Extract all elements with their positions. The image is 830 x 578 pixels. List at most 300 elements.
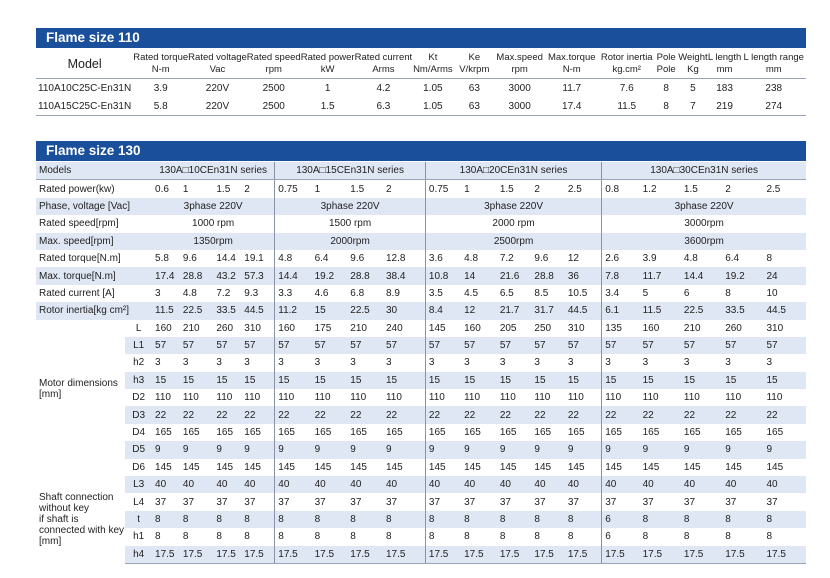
- spec-value: 44.5: [241, 302, 275, 319]
- spec-value: 37: [216, 496, 228, 508]
- spec-value: 8: [383, 511, 425, 528]
- column-header-unit: kg.cm²: [612, 64, 641, 75]
- spec-value: 63: [454, 97, 496, 116]
- spec-value: 145: [425, 459, 461, 476]
- spec-value: 19.2: [312, 267, 348, 284]
- spec-value: 8: [725, 531, 731, 543]
- column-header: [599, 50, 654, 79]
- spec-value: 4.8: [683, 253, 698, 265]
- spec-value: 37: [275, 493, 312, 510]
- spec-value: 9: [681, 441, 722, 458]
- spec-value: 8.4: [425, 302, 461, 319]
- spec-value: 17.5: [383, 546, 425, 564]
- spec-value: 110: [567, 392, 584, 404]
- spec-value: 37: [602, 493, 640, 510]
- spec-value: 11.5: [640, 302, 681, 319]
- spec-value: 15: [461, 372, 497, 389]
- spec-value: 11.5: [152, 302, 180, 319]
- spec-value: 9: [722, 441, 763, 458]
- spec-value: 3: [642, 357, 649, 369]
- spec-value: 3.6: [425, 250, 461, 267]
- column-header-name: Pole: [656, 52, 676, 63]
- spec-value: 5: [642, 287, 649, 299]
- spec-value: 22: [722, 406, 763, 423]
- spec-value: 22: [681, 406, 722, 423]
- spec-value: 1.5: [216, 183, 231, 195]
- spec-value: 1.5: [350, 183, 365, 195]
- column-header: [654, 50, 678, 79]
- spec-value: 14.4: [216, 253, 236, 265]
- series-name: 130A□10CEn31N series: [152, 162, 275, 180]
- spec-value: 22: [312, 406, 348, 423]
- motor-dimensions-label: Motor dimensions [mm]: [36, 320, 125, 459]
- spec-value: 8.5: [534, 287, 549, 299]
- spec-value: 165: [350, 427, 367, 439]
- spec-value: 40: [602, 476, 640, 493]
- column-header-name: Weight: [678, 52, 708, 63]
- spec-value: 15: [152, 372, 180, 389]
- spec-value: 3.9: [642, 253, 657, 265]
- spec-value: 57: [722, 337, 763, 354]
- spec-value: 210: [683, 322, 701, 334]
- spec-value: 22: [152, 406, 180, 423]
- spec-value: 57: [763, 337, 806, 354]
- column-header-unit: rpm: [265, 64, 282, 75]
- spec-value: 15: [180, 372, 213, 389]
- spec-value: 12: [567, 253, 579, 265]
- spec-value: 37: [425, 493, 461, 510]
- spec-value: 7: [678, 97, 707, 116]
- spec-value: 5.8: [133, 97, 188, 116]
- spec-value: 44.5: [565, 302, 602, 319]
- spec-row: [36, 250, 806, 267]
- spec-value: 57: [241, 337, 275, 354]
- spec-value: 310: [766, 322, 784, 334]
- column-header-unit: N-m: [151, 64, 170, 75]
- spec-value: 160: [155, 322, 172, 334]
- spec-value: 3phase 220V: [425, 198, 601, 215]
- spec-value: 3: [567, 357, 574, 369]
- spec-value: 57: [565, 337, 602, 354]
- spec-value: 8: [350, 531, 356, 543]
- spec-value: 110: [464, 392, 481, 404]
- model-name: 110A15C25C-En31N: [36, 97, 133, 116]
- spec-value: 9: [152, 441, 180, 458]
- spec-value: 165: [425, 424, 461, 441]
- spec-value: 40: [213, 476, 241, 493]
- spec-value: 8: [347, 511, 383, 528]
- spec-value: 22: [602, 406, 640, 423]
- dimension-row: [36, 424, 806, 441]
- spec-value: 110: [725, 392, 742, 404]
- column-header: [188, 50, 247, 79]
- spec-value: 22: [213, 406, 241, 423]
- spec-value: 145: [464, 461, 481, 473]
- spec-value: 183: [708, 79, 742, 98]
- spec-value: 110: [499, 392, 516, 404]
- spec-value: 17.5: [312, 546, 348, 564]
- column-header-name: Rated power: [300, 52, 355, 63]
- spec-value: 8: [314, 531, 321, 543]
- spec-value: 210: [182, 322, 200, 334]
- spec-value: 3.4: [602, 285, 640, 302]
- spec-value: 165: [244, 427, 261, 439]
- dimension-code: t: [125, 511, 152, 528]
- spec-value: 145: [499, 461, 517, 473]
- spec-value: 3: [683, 357, 690, 369]
- spec-value: 160: [464, 322, 481, 334]
- dimension-code: D4: [132, 427, 146, 439]
- spec-value: 110: [425, 389, 461, 406]
- shaft-connection-label: [36, 476, 125, 563]
- spec-value: 17.5: [722, 546, 763, 564]
- spec-value: 7.8: [602, 267, 640, 284]
- spec-value: 15: [213, 372, 241, 389]
- spec-value: 8: [763, 511, 806, 528]
- spec-value: 40: [722, 476, 763, 493]
- spec-value: 110: [683, 392, 700, 404]
- spec-value: 21.7: [497, 302, 532, 319]
- spec-value: 22: [531, 406, 564, 423]
- spec-row: [36, 198, 806, 215]
- spec-value: 57: [275, 337, 312, 354]
- spec-value: 4.8: [275, 250, 312, 267]
- rated-power-row: [36, 180, 806, 198]
- spec-value: 9: [497, 441, 532, 458]
- column-header: [741, 50, 806, 79]
- shaft-row: [36, 528, 806, 545]
- spec-value: 12: [461, 302, 497, 319]
- spec-value: 2: [244, 183, 250, 195]
- dimension-row: [36, 406, 806, 423]
- spec-value: 22.5: [180, 302, 213, 319]
- spec-value: 8: [275, 528, 312, 545]
- spec-value: 145: [155, 461, 172, 473]
- spec-value: 7.2: [216, 287, 231, 299]
- spec-value: 220V: [188, 79, 247, 98]
- spec-value: 110: [534, 392, 551, 404]
- column-header-unit: rpm: [511, 64, 528, 75]
- spec-value: 28.8: [531, 267, 564, 284]
- spec-value: 17.5: [602, 546, 640, 564]
- spec-value: 145: [182, 461, 200, 473]
- spec-value: 40: [152, 476, 180, 493]
- shaft-without-key-label: Shaft connection without key: [39, 492, 114, 515]
- dimension-code: D2: [132, 392, 146, 404]
- dimension-code: D3: [125, 406, 152, 423]
- spec-value: 240: [385, 322, 403, 334]
- column-header-name: L length: [707, 52, 742, 63]
- spec-value: 17.4: [544, 97, 599, 116]
- spec-value: 17.5: [180, 546, 213, 564]
- series-name: 130A□20CEn31N series: [425, 162, 601, 180]
- spec-value: 9.3: [244, 287, 259, 299]
- row-label: Rated speed[rpm]: [39, 218, 119, 230]
- column-header: [355, 50, 413, 79]
- spec-value: 2500rpm: [425, 233, 601, 250]
- column-header-name: Max.torque: [547, 52, 596, 63]
- spec-value: 37: [683, 496, 696, 508]
- spec-value: 8: [385, 531, 392, 543]
- spec-value: 10.8: [425, 267, 461, 284]
- spec-value: 8: [640, 511, 681, 528]
- spec-value: 4.6: [314, 287, 329, 299]
- spec-value: 3000: [495, 79, 544, 98]
- spec-value: 1.2: [642, 183, 657, 195]
- dimension-code: L3: [125, 476, 152, 493]
- spec-value: 3: [425, 354, 461, 371]
- spec-value: 15: [763, 372, 806, 389]
- spec-value: 8: [182, 531, 189, 543]
- dimension-row: [36, 459, 806, 476]
- spec-value: 9.6: [350, 253, 365, 265]
- column-header-name: Rated speed: [246, 52, 301, 63]
- dimension-code: h1: [133, 531, 145, 543]
- spec-value: 8: [152, 511, 180, 528]
- column-header: [454, 50, 496, 79]
- spec-value: 9: [763, 441, 806, 458]
- spec-value: 37: [464, 496, 476, 508]
- column-header-unit: Arms: [372, 64, 395, 75]
- spec-value: 28.8: [180, 267, 213, 284]
- spec-value: 28.8: [347, 267, 383, 284]
- spec-value: 145: [725, 461, 742, 473]
- spec-value: 40: [180, 476, 213, 493]
- spec-value: 1.5: [683, 183, 698, 195]
- spec-value: 8: [216, 531, 222, 543]
- spec-value: 205: [499, 322, 517, 334]
- spec-value: 57: [602, 337, 640, 354]
- spec-value: 2000rpm: [275, 233, 426, 250]
- spec-value: 3phase 220V: [275, 198, 426, 215]
- spec-value: 6: [602, 528, 640, 545]
- spec-value: 145: [244, 461, 261, 473]
- spec-value: 17.5: [425, 546, 461, 564]
- spec-value: 2: [385, 183, 392, 195]
- spec-value: 7.2: [499, 253, 514, 265]
- spec-value: 17.5: [241, 546, 275, 564]
- spec-value: 15: [531, 372, 564, 389]
- spec-value: 145: [642, 461, 660, 473]
- spec-value: 3: [182, 357, 189, 369]
- spec-value: 8: [244, 531, 250, 543]
- spec-value: 57: [213, 337, 241, 354]
- spec-value: 238: [741, 79, 806, 98]
- spec-value: 30: [383, 302, 425, 319]
- spec-value: 8: [275, 511, 312, 528]
- spec-value: 37: [244, 496, 256, 508]
- spec-value: 63: [454, 79, 496, 98]
- spec-value: 17.5: [347, 546, 383, 564]
- spec-value: 6.4: [725, 253, 740, 265]
- spec-value: 57: [180, 337, 213, 354]
- spec-value: 44.5: [763, 302, 806, 319]
- top-strip: [0, 0, 830, 12]
- dimension-row: [36, 354, 806, 371]
- spec-value: 9: [180, 441, 213, 458]
- spec-value: 19.2: [722, 267, 763, 284]
- spec-value: 1000 rpm: [192, 218, 235, 230]
- spec-value: 8: [461, 511, 497, 528]
- spec-value: 210: [350, 322, 367, 334]
- column-header-unit: Vac: [209, 64, 226, 75]
- column-header-name: Rotor inertia: [600, 52, 653, 63]
- spec-value: 40: [425, 476, 461, 493]
- spec-value: 38.4: [383, 267, 425, 284]
- spec-value: 57: [347, 337, 383, 354]
- spec-value: 17.5: [497, 546, 532, 564]
- spec-value: 3: [275, 354, 312, 371]
- spec-value: 21.6: [497, 267, 532, 284]
- spec-value: 14.4: [275, 267, 312, 284]
- spec-value: 9.6: [534, 253, 549, 265]
- spec-value: 3: [314, 357, 321, 369]
- spec-value: 57: [497, 337, 532, 354]
- spec-value: 8: [766, 531, 773, 543]
- spec-value: 11.2: [275, 302, 312, 319]
- spec-value: 165: [602, 424, 640, 441]
- column-header-unit: Kg: [687, 64, 699, 75]
- spec-value: 57: [640, 337, 681, 354]
- column-header-unit: Nm/Arms: [413, 64, 453, 75]
- spec-value: 165: [155, 427, 172, 439]
- row-label: Rotor inertia[kg cm²]: [36, 302, 152, 319]
- spec-value: 8: [499, 531, 506, 543]
- spec-value: 8: [654, 97, 678, 116]
- spec-table-110: [36, 50, 806, 116]
- spec-value: 15: [681, 372, 722, 389]
- spec-value: 40: [640, 476, 681, 493]
- dimension-code: D5: [125, 441, 152, 458]
- spec-value: 8: [654, 79, 678, 98]
- spec-value: 6: [602, 511, 640, 528]
- dimension-row: [36, 389, 806, 406]
- spec-value: 3: [385, 357, 392, 369]
- spec-value: 110: [602, 389, 640, 406]
- spec-value: 165: [534, 427, 552, 439]
- spec-value: 3: [766, 357, 773, 369]
- blank-label: [36, 459, 125, 476]
- spec-value: 6.8: [350, 287, 365, 299]
- spec-value: 14: [461, 267, 497, 284]
- spec-value: 17.5: [531, 546, 564, 564]
- spec-value: 17.5: [152, 546, 180, 564]
- spec-row: [36, 267, 806, 284]
- column-header: [544, 50, 599, 79]
- spec-value: 8: [567, 531, 574, 543]
- spec-value: 15: [722, 372, 763, 389]
- spec-value: 165: [499, 427, 517, 439]
- spec-value: 9: [241, 441, 275, 458]
- row-label: Rated power(kw): [39, 183, 115, 195]
- column-header-unit: Pole: [656, 64, 676, 75]
- spec-value: 3: [464, 357, 470, 369]
- column-header-name: Ke: [468, 52, 481, 63]
- spec-value: 8: [683, 531, 690, 543]
- spec-value: 57: [681, 337, 722, 354]
- spec-value: 4.2: [355, 79, 413, 98]
- spec-table-130: [36, 162, 806, 564]
- spec-value: 3: [350, 357, 356, 369]
- spec-value: 3: [155, 287, 161, 299]
- spec-value: 110: [182, 392, 199, 404]
- spec-value: 110: [155, 392, 171, 404]
- spec-value: 17.5: [275, 546, 312, 564]
- spec-value: 1.5: [499, 183, 514, 195]
- spec-value: 8: [534, 531, 540, 543]
- spec-value: 110: [314, 392, 331, 404]
- shaft-with-key-label: if shaft is connected with key [mm]: [39, 514, 125, 548]
- spec-value: 5: [678, 79, 707, 98]
- spec-value: 3: [155, 357, 161, 369]
- row-label: Rated current [A]: [39, 287, 115, 299]
- spec-value: 9: [640, 441, 681, 458]
- spec-value: 220V: [188, 97, 247, 116]
- spec-value: 37: [725, 496, 737, 508]
- spec-value: 1.5: [301, 97, 355, 116]
- spec-value: 8: [213, 511, 241, 528]
- spec-value: 37: [182, 496, 195, 508]
- spec-value: 11.7: [544, 79, 599, 98]
- spec-value: 0.75: [275, 180, 312, 198]
- series-name: 130A□15CEn31N series: [275, 162, 426, 180]
- spec-value: 15: [565, 372, 602, 389]
- spec-value: 37: [499, 496, 511, 508]
- spec-value: 15: [497, 372, 532, 389]
- spec-value: 6.3: [355, 97, 413, 116]
- column-header: [301, 50, 355, 79]
- table-row: [36, 79, 806, 98]
- spec-value: 3: [499, 357, 506, 369]
- spec-value: 3: [534, 357, 540, 369]
- spec-value: 22: [640, 406, 681, 423]
- spec-value: 40: [347, 476, 383, 493]
- shaft-row: [36, 546, 806, 564]
- spec-value: 4.8: [182, 287, 197, 299]
- table-row: [36, 97, 806, 116]
- spec-value: 274: [741, 97, 806, 116]
- spec-value: 9: [461, 441, 497, 458]
- spec-value: 165: [216, 427, 234, 439]
- spec-value: 110: [350, 392, 367, 404]
- spec-value: 310: [244, 322, 261, 334]
- spec-value: 57: [383, 337, 425, 354]
- spec-value: 3.9: [133, 79, 188, 98]
- spec-value: 40: [275, 476, 312, 493]
- spec-value: 15: [425, 372, 461, 389]
- spec-value: 6.5: [499, 287, 514, 299]
- spec-value: 10: [766, 287, 778, 299]
- spec-value: 145: [275, 459, 312, 476]
- spec-value: 40: [497, 476, 532, 493]
- spec-value: 57: [531, 337, 564, 354]
- spec-value: 17.5: [763, 546, 806, 564]
- spec-value: 17.5: [213, 546, 241, 564]
- spec-value: 145: [314, 461, 332, 473]
- spec-value: 9: [312, 441, 348, 458]
- spec-value: 37: [314, 496, 326, 508]
- column-header: [133, 50, 188, 79]
- spec-value: 17.5: [565, 546, 602, 564]
- dimension-code: h3: [125, 372, 152, 389]
- spec-value: 2500: [247, 79, 301, 98]
- row-label: Phase, voltage [Vac]: [36, 198, 152, 215]
- spec-value: 57: [312, 337, 348, 354]
- spec-value: 15: [347, 372, 383, 389]
- spec-value: 22: [241, 406, 275, 423]
- spec-value: 12.8: [385, 253, 406, 265]
- spec-row: [36, 215, 806, 232]
